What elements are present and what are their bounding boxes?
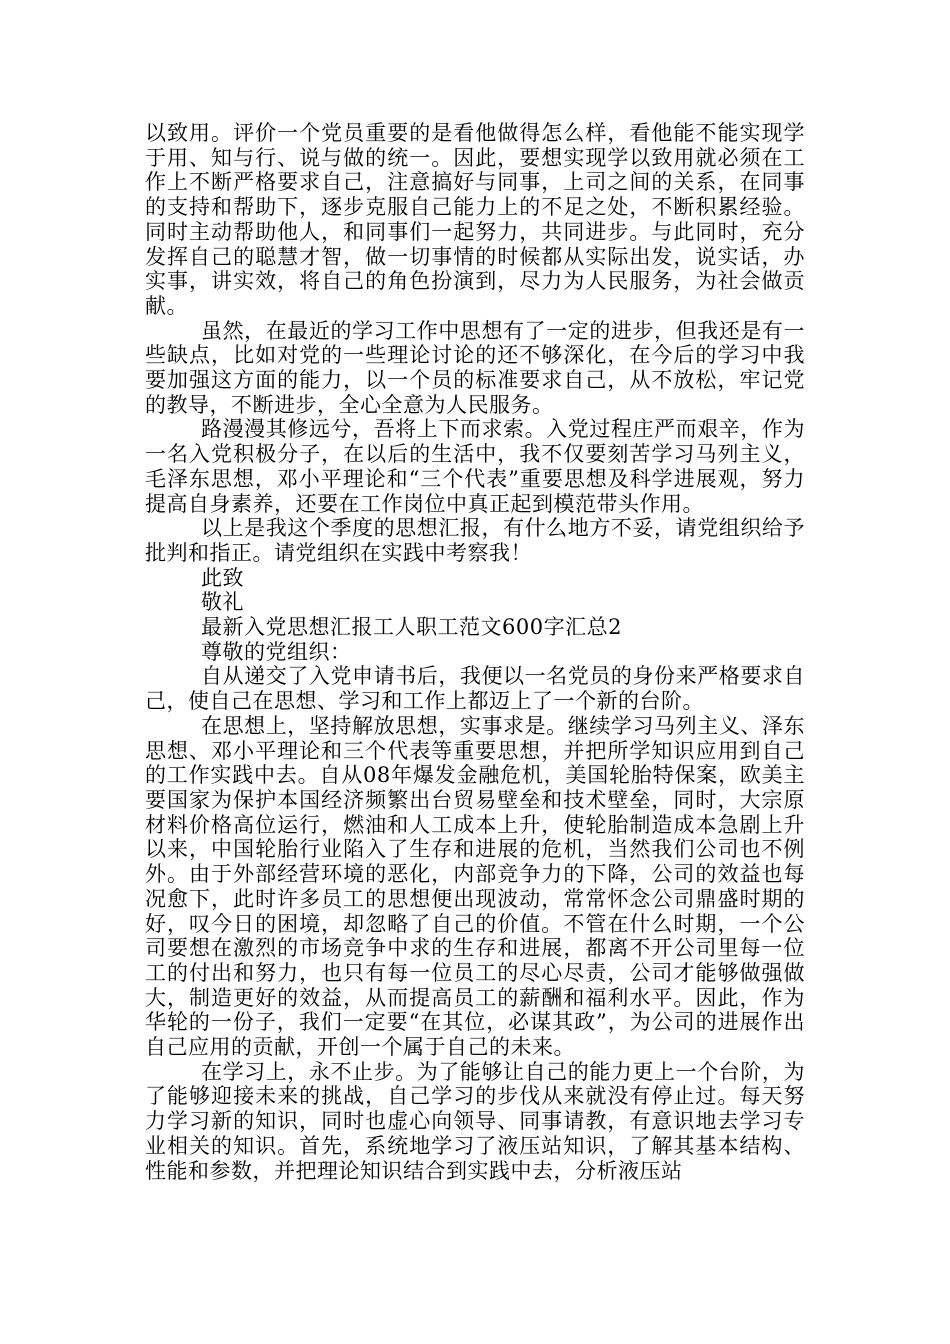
salutation-cizhi: 此致 [201, 565, 244, 590]
paragraph-shortcomings: 虽然，在最近的学习工作中思想有了一定的进步，但我还是有一些缺点，比如对党的一些理论讨论的还不够深化，在今后的学习中我要加强这方面的能力，以一个员的标准要求自己，从不放松，牢记党的教导，不断进步，全心全意为人民服务。 [145, 318, 805, 417]
paragraph-resolve: 路漫漫其修远兮，吾将上下而求索。入党过程庄严而艰辛，作为一名入党积极分子，在以后的生活中，我不仅要刻苦学习马列主义，毛泽东思想，邓小平理论和“三个代表”重要思想及科学进展观，努力提高自身素养，还要在工作岗位中真正起到模范带头作用。 [145, 417, 805, 516]
paragraph-thought: 在思想上，坚持解放思想，实事求是。继续学习马列主义、泽东思想、邓小平理论和三个代表等重要思想，并把所学知识应用到自己的工作实践中去。自从08年爆发金融危机，美国轮胎特保案，欧美主要国家为保护本国经济频繁出台贸易壁垒和技术壁垒，同时，大宗原材料价格高位运行，燃油和人工成本上升，使轮胎制造成本急剧上升以来，中国轮胎行业陷入了生存和进展的危机，当然我们公司也不例外。由于外部经营环境的恶化，内部竞争力的下降，公司的效益也每况愈下，此时许多员工的思想便出现波动，常常怀念公司鼎盛时期的好，叹今日的困境，却忽略了自己的价值。不管在什么时期，一个公司要想在激烈的市场竞争中求的生存和进展，都离不开公司里每一位工的付出和努力，也只有每一位员工的尽心尽责，公司才能够做强做大，制造更好的效益，从而提高员工的薪酬和福利水平。因此，作为华轮的一份子，我们一定要“在其位，必谋其政”，为公司的进展作出自己应用的贡献，开创一个属于自己的未来。 [145, 713, 805, 1060]
paragraph-closing: 以上是我这个季度的思想汇报，有什么地方不妥，请党组织给予批判和指正。请党组织在实践中考察我！ [145, 516, 805, 565]
salutation-jingli: 敬礼 [201, 590, 244, 615]
greeting: 尊敬的党组织： [201, 639, 352, 664]
paragraph-study: 在学习上，永不止步。为了能够让自己的能力更上一个台阶，为了能够迎接未来的挑战，自己学习的步伐从来就没有停止过。每天努力学习新的知识，同时也虚心向领导、同事请教，有意识地去学习专业相关的知识。首先，系统地学习了液压站知识，了解其基本结构、性能和参数，并把理论知识结合到实践中去，分析液压站 [145, 1059, 805, 1183]
section-title: 最新入党思想汇报工人职工范文600字汇总2 [201, 615, 622, 640]
paragraph-continuation: 以致用。评价一个党员重要的是看他做得怎么样，看他能不能实现学于用、知与行、说与做的统一。因此，要想实现学以致用就必须在工作上不断严格要求自己，注意搞好与同事，上司之间的关系，在同事的支持和帮助下，逐步克服自己能力上的不足之处，不断积累经验。同时主动帮助他人，和同事们一起努力，共同进步。与此同时，充分发挥自己的聪慧才智，做一切事情的时候都从实际出发，说实话，办实事，讲实效，将自己的角色扮演到，尽力为人民服务，为社会做贡献。 [145, 121, 805, 318]
document-body [145, 121, 805, 1183]
paragraph-intro: 自从递交了入党申请书后，我便以一名党员的身份来严格要求自己，使自己在思想、学习和工作上都迈上了一个新的台阶。 [145, 664, 805, 714]
